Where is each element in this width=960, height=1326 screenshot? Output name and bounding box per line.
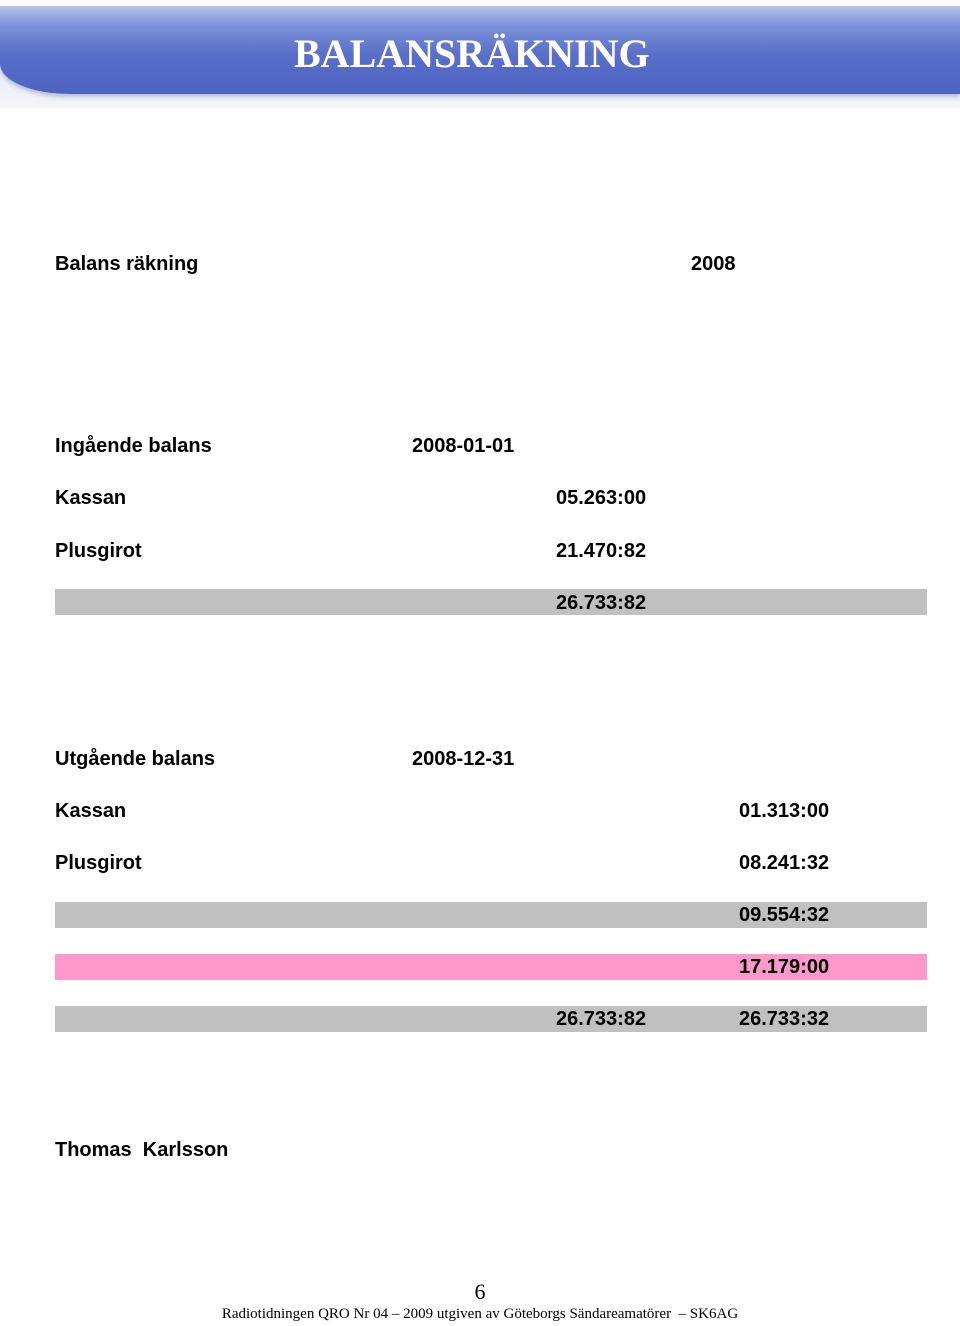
signature: Thomas Karlsson xyxy=(55,1139,229,1161)
opening-balance-label: Ingående balans xyxy=(55,435,212,457)
opening-plusgirot-label: Plusgirot xyxy=(55,540,142,562)
opening-total-highlight xyxy=(55,589,927,615)
closing-plusgirot-amount: 08.241:32 xyxy=(739,852,830,874)
opening-total-amount: 26.733:82 xyxy=(556,592,647,614)
closing-plusgirot-label: Plusgirot xyxy=(55,852,142,874)
closing-subtotal-amount: 09.554:32 xyxy=(739,904,830,926)
opening-balance-date: 2008-01-01 xyxy=(412,435,515,457)
closing-balance-label: Utgående balans xyxy=(55,748,216,770)
result-amount: 17.179:00 xyxy=(739,956,830,978)
grand-total-right: 26.733:32 xyxy=(739,1008,830,1030)
opening-plusgirot-amount: 21.470:82 xyxy=(556,540,647,562)
page-title: BALANSRÄKNING xyxy=(294,31,650,76)
header-band xyxy=(0,6,960,108)
closing-kassan-amount: 01.313:00 xyxy=(739,800,830,822)
opening-kassan-amount: 05.263:00 xyxy=(556,487,647,509)
page-number: 6 xyxy=(474,1279,486,1304)
opening-kassan-label: Kassan xyxy=(55,487,127,509)
closing-balance-date: 2008-12-31 xyxy=(412,748,515,770)
footer-text: Radiotidningen QRO Nr 04 – 2009 utgiven av Göteborgs Sändareamatörer – SK6AG xyxy=(221,1306,739,1322)
title-banner xyxy=(0,6,960,94)
report-year: 2008 xyxy=(691,253,736,275)
grand-total-left: 26.733:82 xyxy=(556,1008,647,1030)
report-heading: Balans räkning xyxy=(55,253,199,275)
closing-kassan-label: Kassan xyxy=(55,800,127,822)
